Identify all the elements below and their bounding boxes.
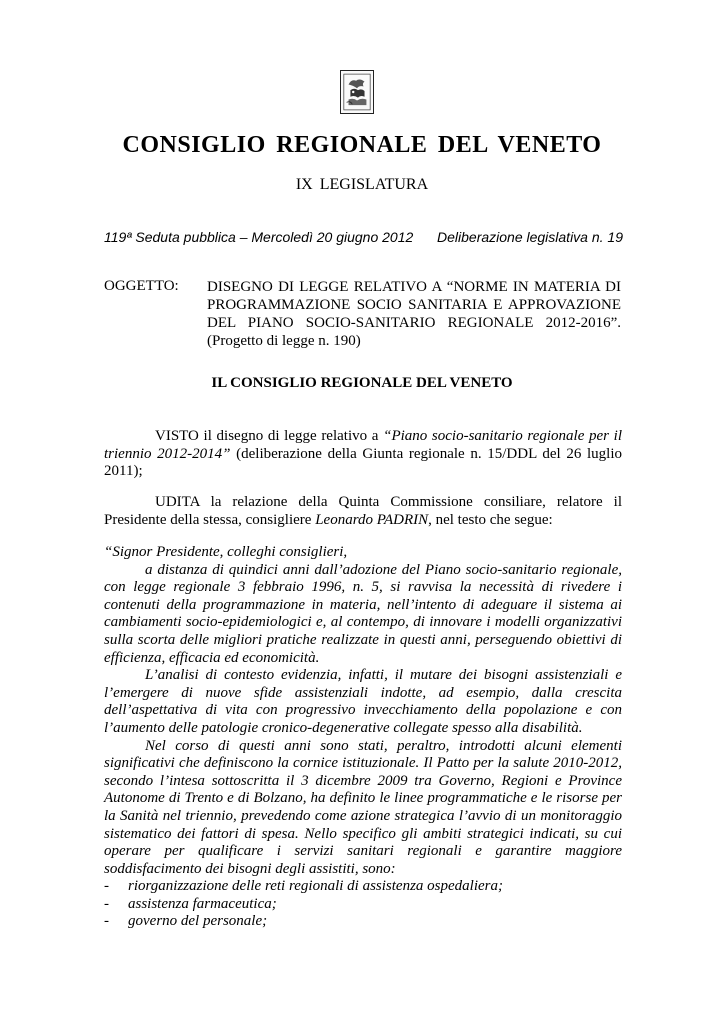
council-title: CONSIGLIO REGIONALE DEL VENETO <box>122 132 602 158</box>
deliberation-number: Deliberazione legislativa n. 19 <box>437 229 623 245</box>
subject-line: (Progetto di legge n. 190) <box>207 333 361 349</box>
speech-paragraph: a distanza di quindici anni dall’adozione del Piano socio-sanitario regionale, con legge regionale 3 febbraio 1996, n. 5, si ravvisa la necessità di rivedere i contenuti della programmazione in materia, nell’intento di adeguare il sistema ai cambiamenti socio-epidemiologici e, al contempo, di innovare i modelli organizzativi sulla scorta delle migliori pratiche realizzate in questi anni, perseguendo obiettivi di efficienza, efficacia ed economicità. <box>104 561 622 666</box>
speech-paragraph: Nel corso di questi anni sono stati, peraltro, introdotti alcuni elementi significativi che definiscono la cornice istituzionale. Il Patto per la salute 2010-2012, secondo l’intesa sottoscritta il 3 dicembre 2009 tra Governo, Regioni e Province Autonome di Trento e di Bolzano, ha definito le linee programmatiche e le risorse per la Sanità nel triennio, prevedendo come azione strategica l’avvio di un monitoraggio sistematico dei fattori di spesa. Nello specifico gli ambiti strategici indicati, su cui operare per qualificare i servizi sanitari regionali e garantire maggiore soddisfacimento dei bisogni degli assistiti, sono: <box>104 737 622 877</box>
visto-rest: (deliberazione della Giunta regionale n. 15/DDL del 26 luglio 2011); <box>104 445 622 480</box>
subject-line: DISEGNO DI LEGGE RELATIVO A “NORME IN MATERIA DI <box>207 279 621 295</box>
subject-text <box>207 278 621 350</box>
bullet-marker: - <box>104 878 109 895</box>
legislatura-subtitle: IX LEGISLATURA <box>295 176 429 193</box>
bullet-marker: - <box>104 895 109 912</box>
visto-quoted-title: “Piano socio-sanitario regionale per il triennio 2012-2014” <box>104 428 622 462</box>
list-item-text: assistenza farmaceutica; <box>128 895 277 912</box>
visto-lead: VISTO il disegno di legge relativo a <box>155 428 384 444</box>
udita-rest: , nel testo che segue: <box>428 511 553 528</box>
list-item <box>104 896 622 914</box>
visto-paragraph <box>104 428 622 481</box>
list-item-text: governo del personale; <box>128 913 268 930</box>
session-info: 119ª Seduta pubblica – Mercoledì 20 giugno 2012 <box>104 229 414 245</box>
list-item-text: riorganizzazione delle reti regionali di assistenza ospedaliera; <box>128 878 503 895</box>
subject-line: DEL PIANO SOCIO-SANITARIO REGIONALE 2012-2016”. <box>207 315 621 331</box>
bullet-marker: - <box>104 913 109 930</box>
udita-lead: UDITA la relazione della Quinta Commissione consiliare, relatore il Presidente della stessa, consigliere <box>104 494 622 528</box>
report-speech <box>104 544 622 931</box>
speech-paragraph: L’analisi di contesto evidenzia, infatti, il mutare dei bisogni assistenziali e l’emergere di nuove sfide assistenziali indotte, ad esempio, dalla crescita dell’aspettativa di vita con progressivo invecchiamento della popolazione e con l’aumento delle patologie cronico-degenerative collegate spesso alla disabilità. <box>104 667 622 736</box>
venetian-lion-emblem-icon <box>340 70 374 114</box>
council-heading: IL CONSIGLIO REGIONALE DEL VENETO <box>211 375 513 391</box>
rapporteur-name: Leonardo PADRIN <box>315 511 429 528</box>
speech-greeting: “Signor Presidente, colleghi consiglieri, <box>104 544 348 560</box>
strategic-areas-list <box>104 878 622 931</box>
list-item <box>104 913 622 931</box>
subject-label: OGGETTO: <box>104 278 179 294</box>
subject-line: PROGRAMMAZIONE SOCIO SANITARIA E APPROVAZIONE <box>207 297 621 313</box>
udita-paragraph <box>104 494 622 529</box>
list-item <box>104 878 622 896</box>
